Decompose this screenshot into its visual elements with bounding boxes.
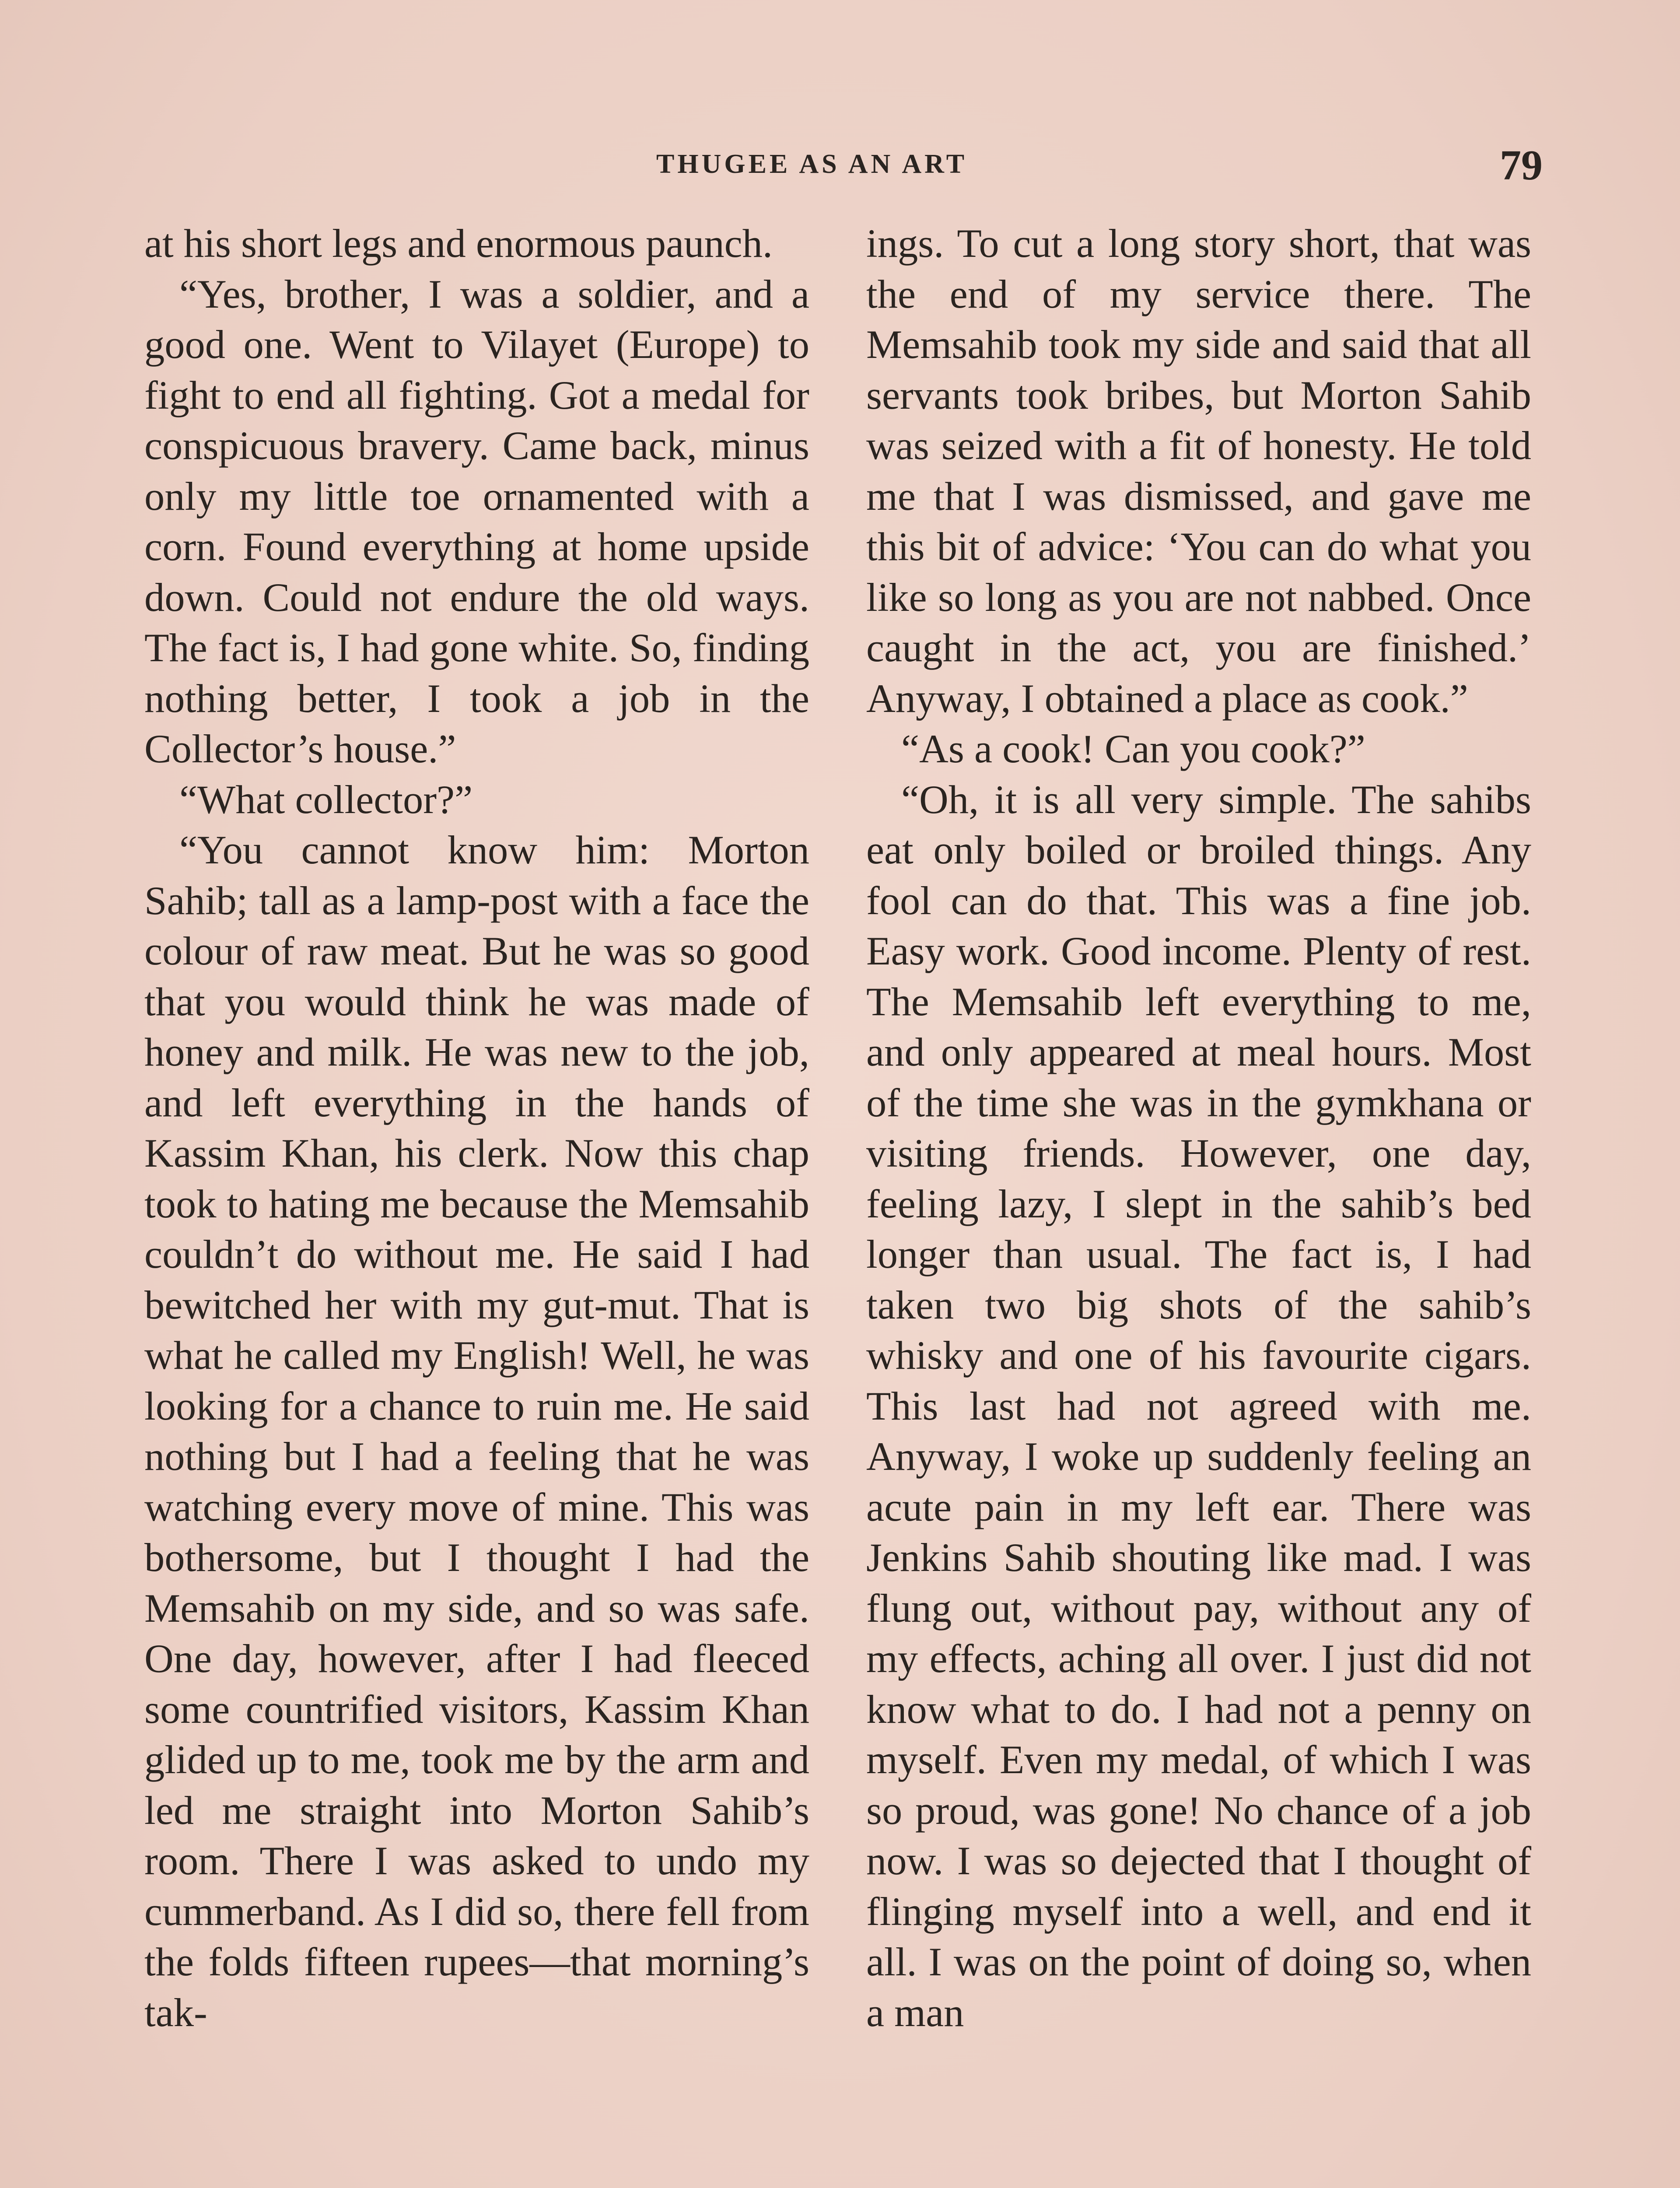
left-column xyxy=(144,219,809,2038)
running-title: THUGEE AS AN ART xyxy=(656,149,968,179)
paragraph: “You cannot know him: Morton Sahib; tall as a lamp-post with a face the colour of raw meat. But he was so good that you would think he was made of honey and milk. He was new to the job, and left everything in the hands of Kassim Khan, his clerk. Now this chap took to hating me because the Memsahib couldn’t do without me. He said I had bewitched her with my gut-mut. That is what he called my English! Well, he was looking for a chance to ruin me. He said nothing but I had a feeling that he was watching every move of mine. This was bothersome, but I thought I had the Memsahib on my side, and so was safe. One day, however, after I had fleeced some countrified visitors, Kassim Khan glided up to me, took me by the arm and led me straight into Morton Sahib’s room. There I was asked to undo my cummerband. As I did so, there fell from the folds fifteen rupees—that morning’s tak- xyxy=(144,828,809,2035)
right-column xyxy=(866,219,1531,2038)
paragraph: “What collector?” xyxy=(179,777,473,822)
page-number: 79 xyxy=(1500,142,1543,189)
paragraph: at his short legs and enormous paunch. xyxy=(144,221,773,266)
paragraph: ings. To cut a long story short, that was the end of my service there. The Memsahib took my side and said that all servants took bribes, but Morton Sahib was seized with a fit of honesty. He told me that I was dismissed, and gave me this bit of advice: ‘You can do what you like so long as you are not nabbed. Once caught in the act, you are finished.’ Anyway, I obtained a place as cook.” xyxy=(866,221,1531,721)
paragraph: “Oh, it is all very simple. The sahibs eat only boiled or broiled things. Any fool can do that. This was a fine job. Easy work. Good income. Plenty of rest. The Memsahib left everything to me, and only appeared at meal hours. Most of the time she was in the gymkhana or visiting friends. However, one day, feeling lazy, I slept in the sahib’s bed longer than usual. The fact is, I had taken two big shots of the sahib’s whisky and one of his favourite cigars. This last had not agreed with me. Anyway, I woke up suddenly feeling an acute pain in my left ear. There was Jenkins Sahib shouting like mad. I was flung out, without pay, without any of my effects, aching all over. I just did not know what to do. I had not a penny on myself. Even my medal, of which I was so proud, was gone! No chance of a job now. I was so dejected that I thought of flinging myself into a well, and end it all. I was on the point of doing so, when a man xyxy=(866,777,1531,2035)
paragraph: “Yes, brother, I was a soldier, and a good one. Went to Vilayet (Europe) to fight to end all fighting. Got a medal for conspicuous bravery. Came back, minus only my little toe ornamented with a corn. Found everything at home upside down. Could not endure the old ways. The fact is, I had gone white. So, finding nothing better, I took a job in the Collector’s house.” xyxy=(144,272,809,771)
paragraph: “As a cook! Can you cook?” xyxy=(901,727,1365,771)
running-head xyxy=(0,144,1680,197)
